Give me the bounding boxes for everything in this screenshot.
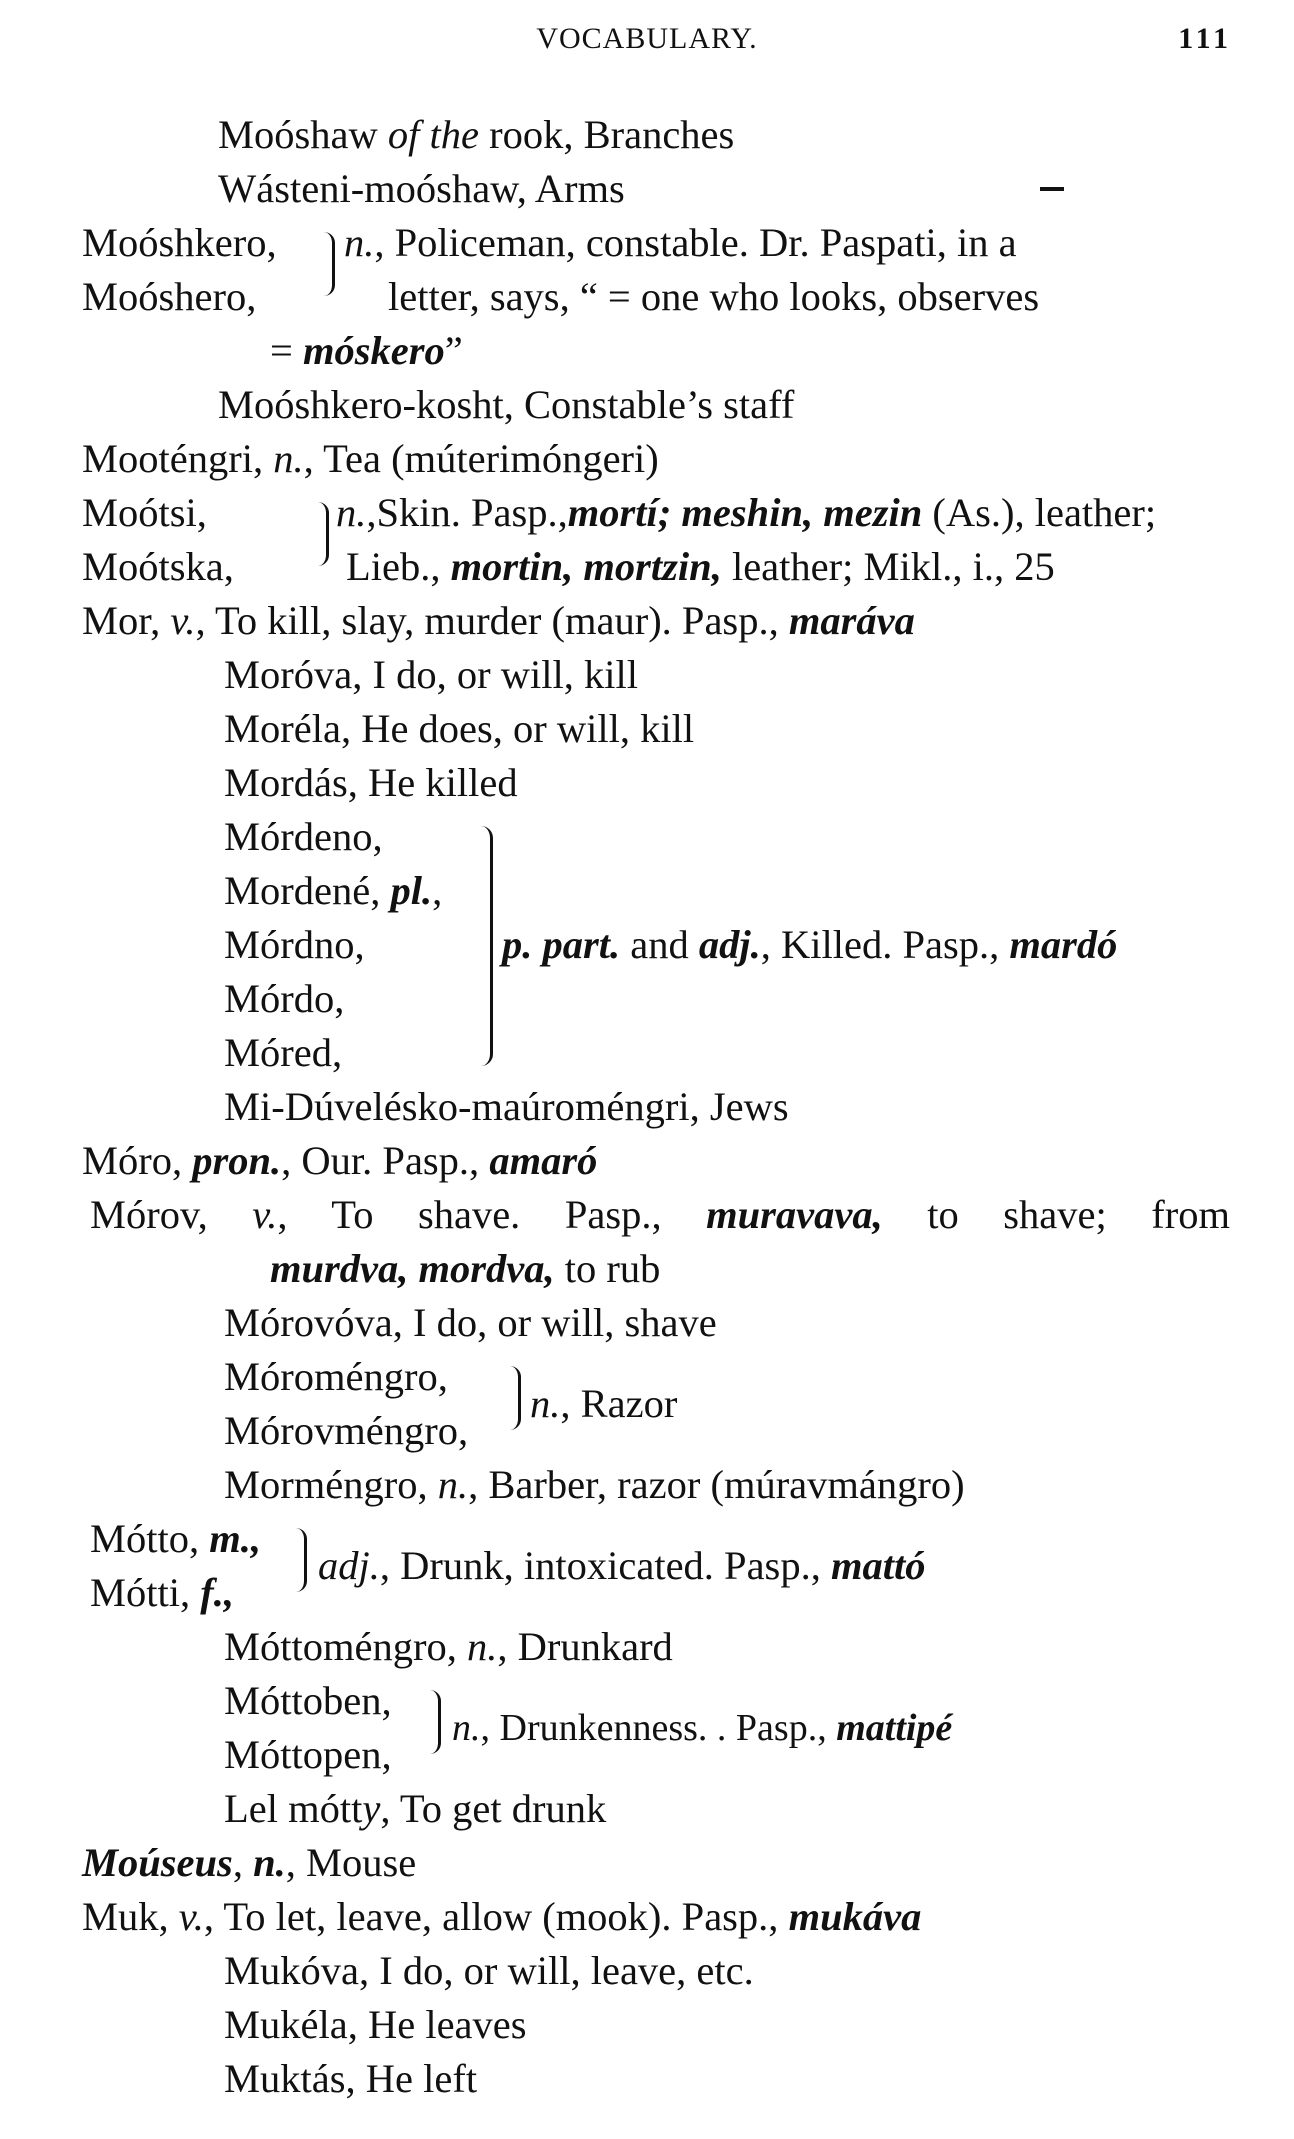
entry-line: Lieb., mortin, mortzin, leather; Mikl., i., 25 — [346, 544, 1055, 589]
entry-line: murdva, mordva, to rub — [270, 1246, 661, 1291]
headword-pair: Móttoben, Móttopen, — [224, 1678, 392, 1777]
entry-line: n., Policeman, constable. Dr. Paspati, in a — [344, 220, 1017, 265]
page-header — [0, 22, 1294, 62]
brace — [510, 1366, 521, 1430]
headword-pair: Mótto, m., Mótti, f., — [90, 1516, 262, 1615]
entry-line: n., Razor — [530, 1381, 678, 1426]
brace — [480, 826, 493, 1066]
entry-line: = móskero” — [270, 328, 463, 373]
brace — [318, 502, 329, 566]
entry-line: Mukóva, I do, or will, leave, etc. — [224, 1948, 754, 1993]
headword-pair: Móroméngro, Mórovméngro, — [224, 1354, 469, 1453]
entry-line: n.,Skin. Pasp.,mortí; meshin, mezin (As.), leather; — [336, 490, 1157, 535]
headword-pair: Moótsi, Moótska, — [82, 490, 234, 589]
entry-line: Wásteni-moóshaw, Arms — [218, 166, 625, 211]
entry-line: Móro, pron., Our. Pasp., amaró — [82, 1138, 598, 1183]
entry-line: Móttoméngro, n., Drunkard — [224, 1624, 673, 1669]
entry-line: Moúseus, n., Mouse — [82, 1840, 417, 1885]
entry-line: adj., Drunk, intoxicated. Pasp., mattó — [318, 1543, 926, 1588]
brace — [296, 1528, 307, 1592]
entry-line: n., Drunkenness. . Pasp., mattipé — [452, 1707, 953, 1749]
entry-line: Muktás, He left — [224, 2056, 478, 2101]
brace — [324, 232, 335, 296]
entry-line: Mor, v., To kill, slay, murder (maur). Pasp., maráva — [82, 598, 915, 643]
entry-line: Morméngro, n., Barber, razor (múravmángro) — [224, 1462, 965, 1507]
headword-pair: Moóshkero, Moóshero, — [82, 220, 277, 319]
entry-line: Moróva, I do, or will, kill — [224, 652, 638, 697]
running-head: VOCABULARY. — [536, 22, 758, 55]
entry-line: p. part. and adj., Killed. Pasp., mardó — [502, 922, 1118, 967]
stray-mark — [1040, 187, 1064, 191]
entry-line: Mórovóva, I do, or will, shave — [224, 1300, 717, 1345]
brace — [430, 1690, 441, 1754]
entry-line: Mooténgri, n., Tea (múterimóngeri) — [82, 436, 659, 481]
page-number: 111 — [1178, 22, 1232, 55]
entry-line: Moóshaw of the rook, Branches — [218, 112, 735, 157]
entry-line: Lel mótty, To get drunk — [224, 1786, 607, 1831]
entry-line: Mi-Dúvelésko-maúroméngri, Jews — [224, 1084, 789, 1129]
entry-line: Moóshkero-kosht, Constable’s staff — [218, 382, 795, 427]
entry-line: Muk, v., To let, leave, allow (mook). Pasp., mukáva — [82, 1894, 922, 1939]
participle-group: Mórdeno, Mordené, pl., Mórdno, Mórdo, Móred, — [224, 814, 443, 1075]
entry-line: letter, says, “ = one who looks, observes — [388, 274, 1040, 319]
entry-line: Mordás, He killed — [224, 760, 518, 805]
entry-line: Mukéla, He leaves — [224, 2002, 527, 2047]
entry-line: Mórov, v., To shave. Pasp., muravava, to shave; from — [90, 1192, 1230, 1237]
entry-line: Moréla, He does, or will, kill — [224, 706, 695, 751]
